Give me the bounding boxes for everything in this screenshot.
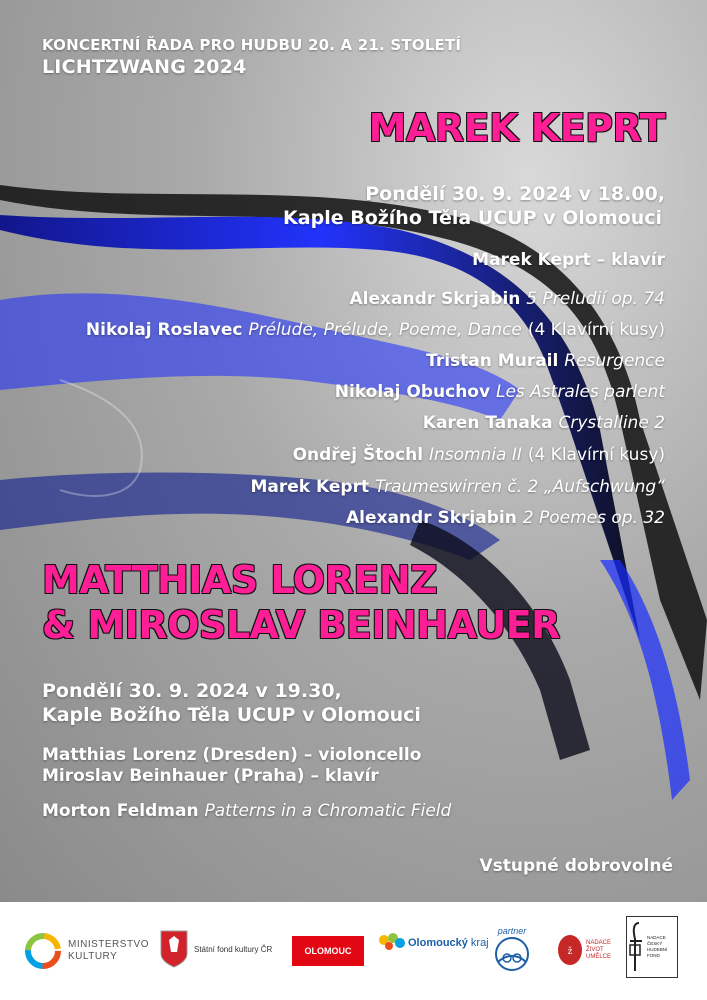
work: Insomnia II bbox=[428, 445, 522, 465]
hudebni-fond-logo bbox=[626, 916, 678, 978]
partner-label: partner bbox=[497, 926, 527, 936]
work: 2 Poemes op. 32 bbox=[522, 508, 665, 528]
svg-text:ž: ž bbox=[567, 947, 573, 957]
program-item bbox=[350, 289, 665, 309]
fund2-line-3: HUDEBNÍ bbox=[647, 947, 668, 952]
composer: Nikolaj Roslavec bbox=[85, 320, 243, 340]
artist-title-2b: & MIROSLAV BEINHAUER bbox=[42, 603, 560, 647]
composer: Tristan Murail bbox=[426, 351, 559, 371]
partner-icon bbox=[492, 936, 532, 972]
ministry-logo bbox=[24, 932, 149, 970]
sponsor-footer bbox=[0, 902, 707, 1000]
work: Les Astrales parlent bbox=[495, 382, 665, 402]
concert2-venue: Kaple Božího Těla UCUP v Olomouci bbox=[42, 704, 421, 726]
ministry-ring-icon bbox=[24, 932, 62, 970]
artist-title-2a: MATTHIAS LORENZ bbox=[42, 558, 438, 602]
work: Patterns in a Chromatic Field bbox=[204, 801, 452, 821]
region-logo bbox=[376, 932, 489, 954]
concert2-performer-1: Matthias Lorenz (Dresden) – violoncello bbox=[42, 745, 422, 765]
composer: Karen Tanaka bbox=[422, 413, 553, 433]
concert1-performer: Marek Keprt – klavír bbox=[472, 250, 665, 270]
concert1-venue: Kaple Božího Těla UCUP v Olomouci bbox=[283, 207, 662, 229]
fund-emblem-icon bbox=[627, 919, 647, 975]
concert2-date: Pondělí 30. 9. 2024 v 19.30, bbox=[42, 680, 342, 702]
region-name: Olomoucký bbox=[408, 937, 468, 949]
olomouc-logo bbox=[292, 936, 364, 966]
composer: Morton Feldman bbox=[42, 801, 199, 821]
nadace-line-2: ŽIVOT bbox=[586, 946, 604, 953]
nadace-zivot-logo bbox=[557, 934, 611, 966]
fund2-line-1: NADACE bbox=[647, 935, 666, 940]
festival-title: LICHTZWANG 2024 bbox=[42, 56, 247, 78]
composer: Marek Keprt bbox=[250, 477, 370, 497]
fund-logo bbox=[160, 930, 272, 968]
work: Traumeswirren č. 2 „Aufschwung“ bbox=[375, 477, 665, 497]
composer: Ondřej Štochl bbox=[292, 445, 424, 465]
admission-note: Vstupné dobrovolné bbox=[479, 856, 673, 876]
artist-title-1: MAREK KEPRT bbox=[368, 106, 665, 150]
program-item bbox=[346, 508, 665, 528]
nadace-line-3: UMĚLCE bbox=[586, 953, 612, 960]
series-title: KONCERTNÍ ŘADA PRO HUDBU 20. A 21. STOLETÍ bbox=[42, 36, 462, 54]
program-item bbox=[86, 320, 665, 340]
program-item bbox=[426, 351, 665, 371]
composer: Nikolaj Obuchov bbox=[334, 382, 491, 402]
concert1-date: Pondělí 30. 9. 2024 v 18.00, bbox=[365, 183, 665, 205]
work: Resurgence bbox=[564, 351, 665, 371]
nadace-line-1: NADACE bbox=[586, 939, 612, 946]
fund2-line-2: ČESKÝ bbox=[647, 941, 663, 946]
program-item bbox=[293, 445, 665, 465]
fund2-line-4: FOND bbox=[647, 953, 660, 958]
flower-icon bbox=[376, 932, 406, 954]
ministry-line-1: MINISTERSTVO bbox=[68, 939, 150, 950]
work: Prélude, Prélude, Poeme, Dance bbox=[248, 320, 522, 340]
coat-of-arms-icon bbox=[160, 930, 188, 968]
work: Crystalline 2 bbox=[558, 413, 665, 433]
work-note: (4 Klavírní kusy) bbox=[527, 320, 665, 340]
work: 5 Preludií op. 74 bbox=[526, 289, 665, 309]
nadace-emblem-icon bbox=[557, 934, 583, 966]
concert2-performer-2: Miroslav Beinhauer (Praha) – klavír bbox=[42, 766, 379, 786]
partner-logo bbox=[492, 926, 532, 972]
concert2-program bbox=[42, 801, 451, 821]
composer: Alexandr Skrjabin bbox=[349, 289, 521, 309]
program-item bbox=[250, 477, 665, 497]
composer: Alexandr Skrjabin bbox=[345, 508, 517, 528]
work-note: (4 Klavírní kusy) bbox=[527, 445, 665, 465]
program-item bbox=[335, 382, 665, 402]
program-item bbox=[423, 413, 665, 433]
olomouc-label: OLOMOUC bbox=[304, 946, 352, 956]
ministry-line-2: KULTURY bbox=[68, 951, 118, 962]
region-kraj: kraj bbox=[470, 937, 489, 949]
fund-name: Státní fond kultury ČR bbox=[194, 944, 273, 954]
